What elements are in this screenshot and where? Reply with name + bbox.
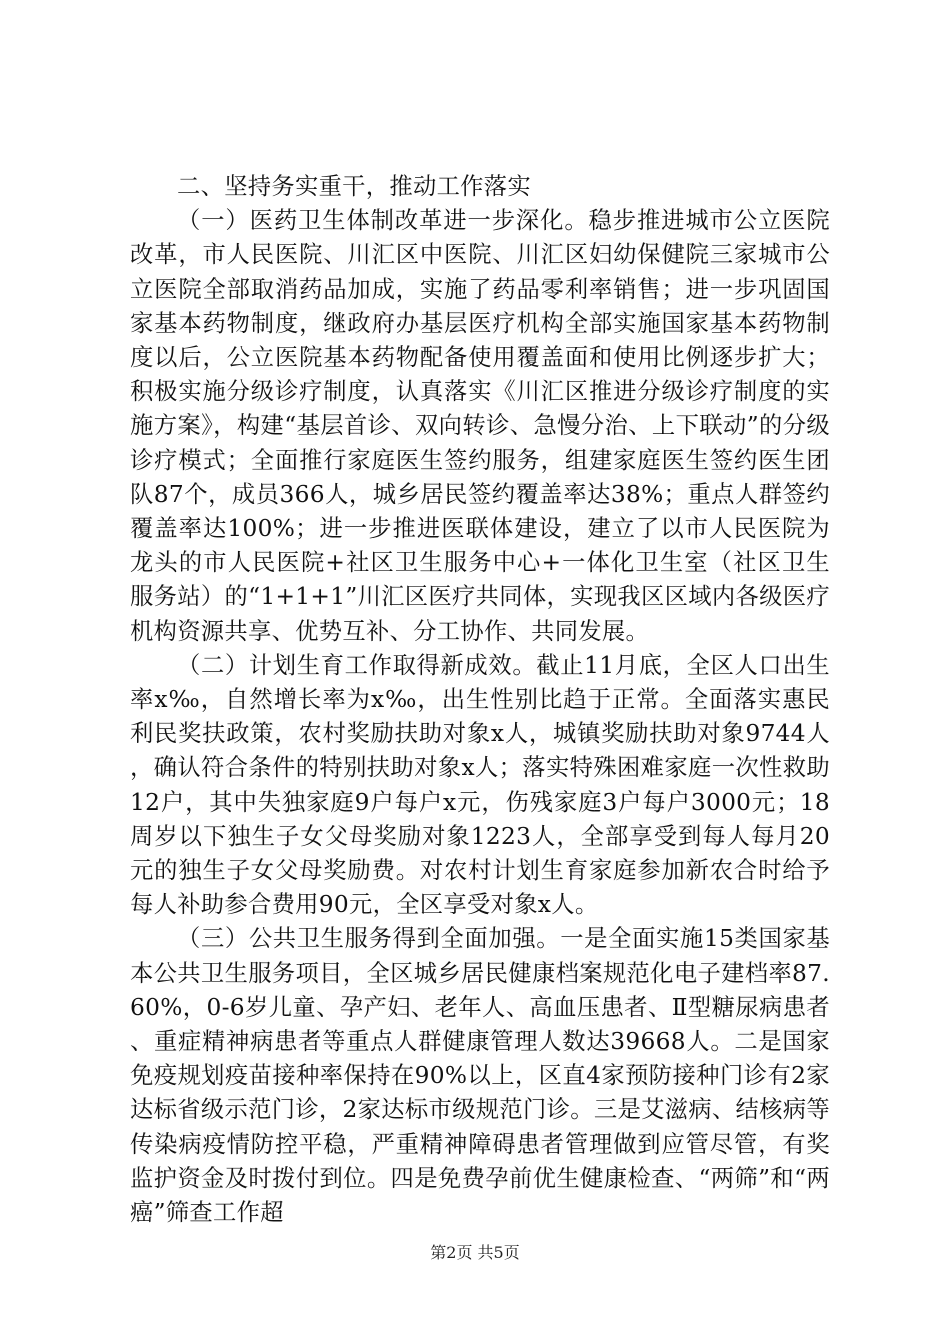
paragraph-public-health: （三）公共卫生服务得到全面加强。一是全面实施15类国家基本公共卫生服务项目，全区城乡居民健康档案规范化电子建档率87.60%，0-6岁儿童、孕产妇、老年人、高血压患者、Ⅱ型糖尿病患者、重症精神病患者等重点人群健康管理人数达39668人。二是国家免疫规划疫苗接种率保持在90%以上，区直4家预防接种门诊有2家达标省级示范门诊，2家达标市级规范门诊。三是艾滋病、结核病等传染病疫情防控平稳，严重精神障碍患者管理做到应管尽管，有奖监护资金及时拨付到位。四是免费孕前优生健康检查、“两筛”和“两癌”筛查工作超 (130, 925, 830, 1227)
paragraph-family-planning: （二）计划生育工作取得新成效。截止11月底，全区人口出生率x‰，自然增长率为x‰，出生性别比趋于正常。全面落实惠民利民奖扶政策，农村奖励扶助对象x人，城镇奖励扶助对象9744人，确认符合条件的特别扶助对象x人；落实特殊困难家庭一次性救助12户，其中失独家庭9户每户x元，伤残家庭3户每户3000元；18周岁以下独生子女父母奖励对象1223人，全部享受到每人每月20元的独生子女父母奖励费。对农村计划生育家庭参加新农合时给予每人补助参合费用90元，全区享受对象x人。 (130, 651, 830, 919)
section-heading: 二、坚持务实重干，推动工作落实 (177, 173, 531, 200)
document-body (130, 170, 830, 1230)
paragraph-medical-reform: （一）医药卫生体制改革进一步深化。稳步推进城市公立医院改革，市人民医院、川汇区中医院、川汇区妇幼保健院三家城市公立医院全部取消药品加成，实施了药品零利率销售；进一步巩固国家基本药物制度，继政府办基层医疗机构全部实施国家基本药物制度以后，公立医院基本药物配备使用覆盖面和使用比例逐步扩大；积极实施分级诊疗制度，认真落实《川汇区推进分级诊疗制度的实施方案》，构建“基层首诊、双向转诊、急慢分治、上下联动”的分级诊疗模式；全面推行家庭医生签约服务，组建家庭医生签约医生团队87个，成员366人，城乡居民签约覆盖率达38%；重点人群签约覆盖率达100%；进一步推进医联体建设，建立了以市人民医院为龙头的市人民医院+社区卫生服务中心+一体化卫生室（社区卫生服务站）的“1+1+1”川汇区医疗共同体，实现我区区域内各级医疗机构资源共享、优势互补、分工协作、共同发展。 (130, 207, 830, 645)
page-number-footer: 第2页 共5页 (430, 1243, 520, 1262)
